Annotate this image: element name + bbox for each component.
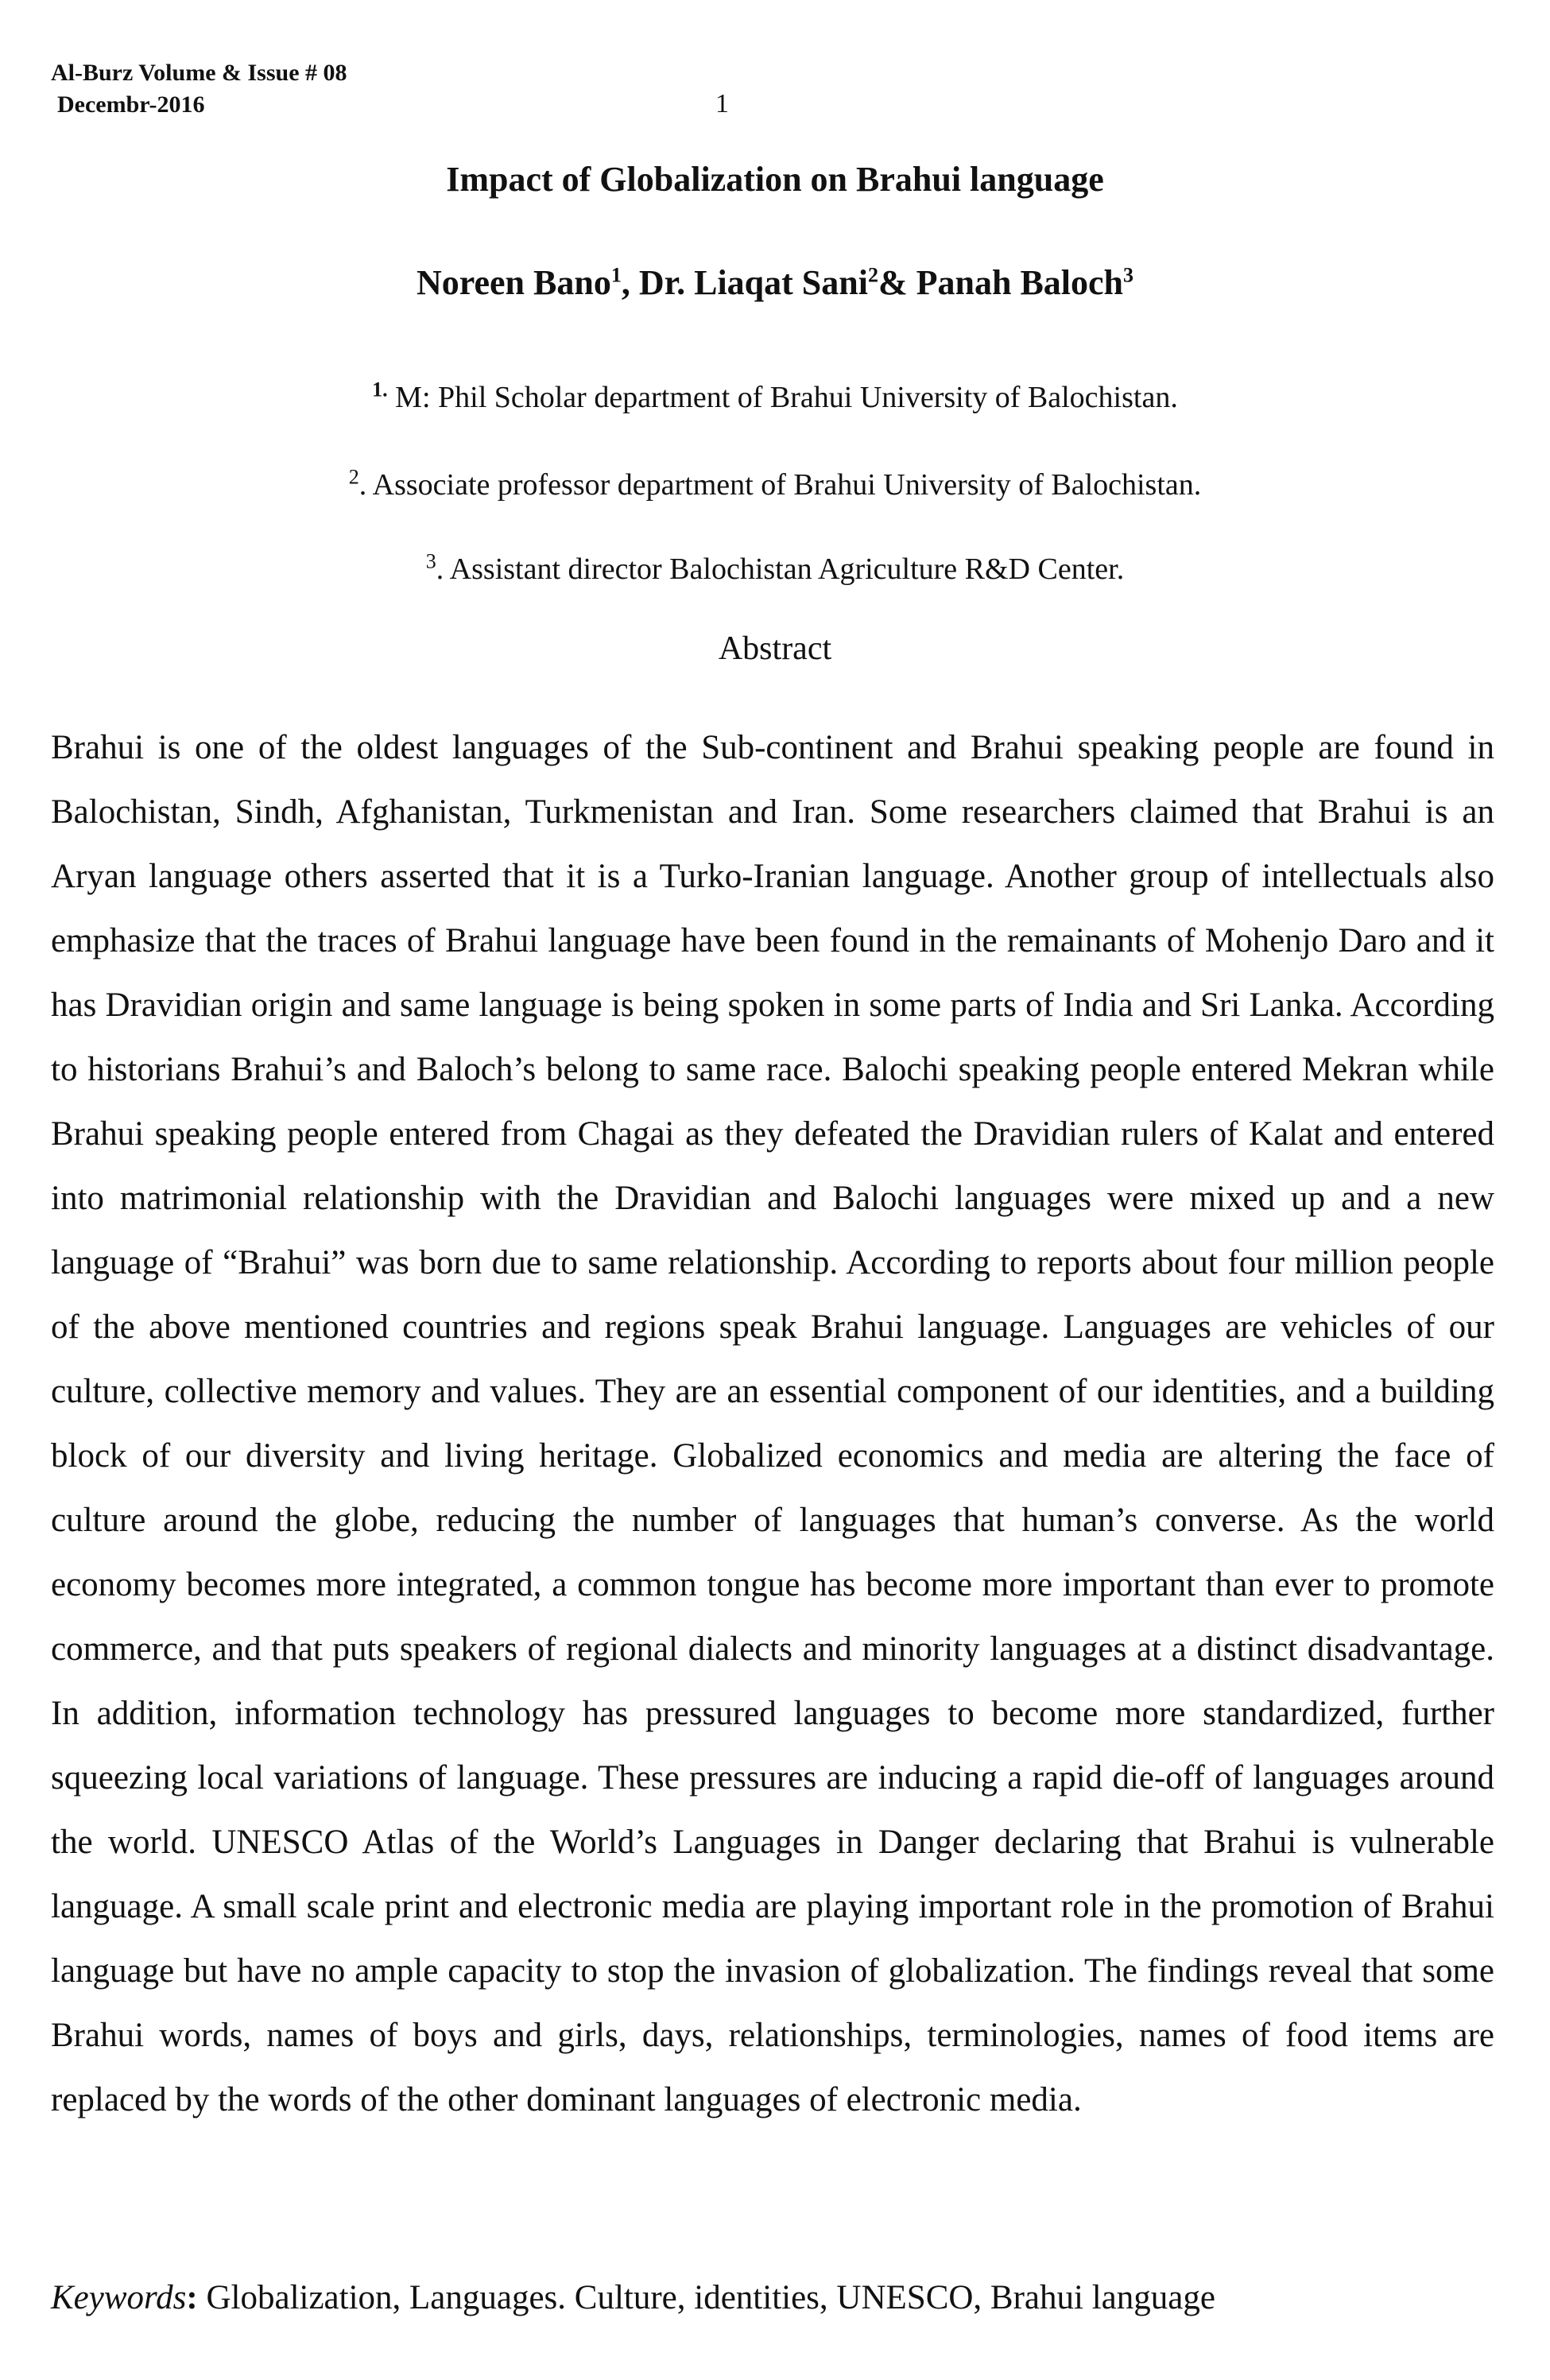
author-separator: ,	[621, 263, 639, 302]
page-number: 1	[715, 89, 729, 118]
running-header	[51, 57, 347, 121]
affiliation-1	[0, 380, 1550, 415]
keywords-text: Globalization, Languages. Culture, identities, UNESCO, Brahui language	[197, 2279, 1215, 2316]
author-name: Dr. Liaqat Sani	[638, 263, 868, 302]
author-line	[0, 262, 1550, 303]
author-mark: 2	[867, 263, 878, 287]
affiliation-text: . Associate professor department of Brahui University of Balochistan.	[358, 468, 1202, 502]
author-name: Noreen Bano	[416, 263, 611, 302]
keywords-label: Keywords	[51, 2279, 187, 2316]
paper-title: Impact of Globalization on Brahui language	[446, 160, 1104, 199]
affiliation-text: . Assistant director Balochistan Agriculture R&D Center.	[436, 552, 1125, 586]
keywords-colon: :	[186, 2279, 198, 2316]
author-mark: 1	[610, 263, 622, 287]
keywords-line	[51, 2278, 1215, 2317]
author-name: Panah Baloch	[916, 263, 1124, 302]
affiliation-2	[0, 467, 1550, 502]
journal-issue: Al-Burz Volume & Issue # 08	[51, 60, 347, 86]
affiliation-mark: 3	[425, 549, 436, 573]
author-separator: &	[878, 263, 916, 302]
author-mark: 3	[1123, 263, 1134, 287]
issue-date: Decembr-2016	[57, 91, 205, 118]
affiliation-text: M: Phil Scholar department of Brahui University of Balochistan.	[387, 381, 1178, 414]
affiliation-mark: 2	[348, 465, 359, 489]
affiliation-3	[0, 549, 1550, 587]
abstract-heading: Abstract	[718, 630, 832, 667]
abstract-body: Brahui is one of the oldest languages of the Sub-continent and Brahui speaking people are found in Balochistan, Sindh, Afghanistan, Turkmenistan and Iran. Some researchers claimed that Brahui is an Aryan language others asserted that it is a Turko-Iranian language. Another group of intellectuals also emphasize that the traces of Brahui language have been found in the remainants of Mohenjo Daro and it has Dravidian origin and same language is being spoken in some parts of India and Sri Lanka. According to historians Brahui’s and Baloch’s belong to same race. Balochi speaking people entered Mekran while Brahui speaking people entered from Chagai as they defeated the Dravidian rulers of Kalat and entered into matrimonial relationship with the Dravidian and Balochi languages were mixed up and a new language of “Brahui” was born due to same relationship. According to reports about four million people of the above mentioned countries and regions speak Brahui language. Languages are vehicles of our culture, collective memory and values. They are an essential component of our identities, and a building block of our diversity and living heritage. Globalized economics and media are altering the face of culture around the globe, reducing the number of languages that human’s converse. As the world economy becomes more integrated, a common tongue has become more important than ever to promote commerce, and that puts speakers of regional dialects and minority languages at a distinct disadvantage. In addition, information technology has pressured languages to become more standardized, further squeezing local variations of language. These pressures are inducing a rapid die-off of languages around the world. UNESCO Atlas of the World’s Languages in Danger declaring that Brahui is vulnerable language. A small scale print and electronic media are playing important role in the promotion of Brahui language but have no ample capacity to stop the invasion of globalization. The findings reveal that some Brahui words, names of boys and girls, days, relationships, terminologies, names of food items are replaced by the words of the other dominant languages of electronic media.	[51, 729, 1494, 2118]
affiliation-mark: 1.	[372, 378, 388, 401]
